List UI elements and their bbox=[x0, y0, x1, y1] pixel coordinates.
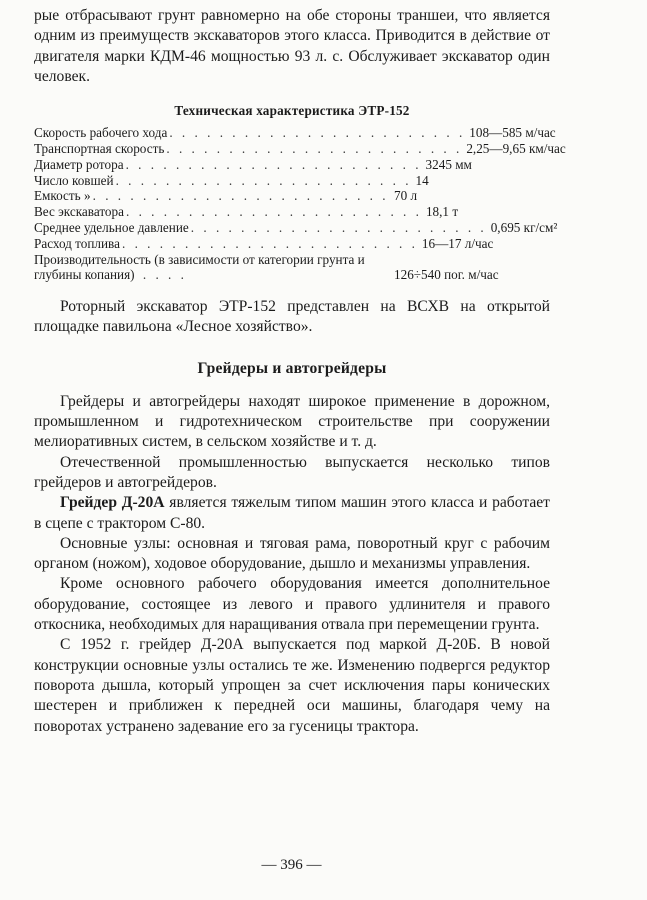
body-paragraph: Отечественной промышленностью выпускается несколько типов грейдеров и автогрейдеров. bbox=[34, 453, 550, 491]
spec-label: Вес экскаватора bbox=[34, 204, 124, 220]
body-paragraph: Основные узлы: основная и тяговая рама, поворотный круг с рабочим органом (ножом), ходовое оборудование, дышло и механизмы управления. bbox=[34, 534, 550, 573]
lead-paragraph: рые отбрасывают грунт равномерно на обе стороны траншеи, что является одним из преимуществ экскаваторов этого класса. Приводится в действие от двигателя марки КДМ-46 мощностью 93 л. с. Обслуживает экскаватор один человек. bbox=[34, 7, 550, 85]
spec-row: Среднее удельное давление . . . . . . . . . . . . . . . . . . . . . . . . 0,695 кг/см² bbox=[34, 220, 550, 236]
body-paragraph: Кроме основного рабочего оборудования имеется дополнительное оборудование, состоящее из левого и правого удлинителя и правого откосника, необходимых для наращивания отвала при перемещении грунта. bbox=[34, 575, 550, 634]
spec-value: 16—17 л/час bbox=[421, 235, 494, 251]
spec-label: Диаметр ротора bbox=[34, 156, 124, 172]
exhibit-paragraph: Роторный экскаватор ЭТР-152 представлен на ВСХВ на открытой площадке павильона «Лесное хозяйство». bbox=[34, 298, 550, 336]
spec-label: Транспортная скорость bbox=[34, 140, 165, 156]
spec-title: Техническая характеристика ЭТР-152 bbox=[174, 103, 410, 119]
spec-label: Расход топлива bbox=[34, 235, 120, 251]
spec-value: 18,1 т bbox=[425, 204, 459, 220]
spec-row: Число ковшей . . . . . . . . . . . . . . . . . . . . . . . . 14 bbox=[34, 173, 550, 189]
spec-value: 108—585 м/час bbox=[469, 125, 556, 141]
lead-text bbox=[34, 6, 550, 87]
spec-table bbox=[34, 125, 566, 283]
spec-row: Расход топлива . . . . . . . . . . . . . . . . . . . . . . . . 16—17 л/час bbox=[34, 236, 550, 252]
spec-value: 2,25—9,65 км/час bbox=[466, 140, 566, 156]
spec-row: Производительность (в зависимости от категории грунта и глубины копания) . . . . 126÷540 пог. м/час bbox=[34, 252, 550, 284]
exhibit-note bbox=[34, 297, 550, 338]
spec-row: Транспортная скорость . . . . . . . . . . . . . . . . . . . . . . . . 2,25—9,65 км/час bbox=[34, 141, 550, 157]
body-paragraph: Грейдер Д-20А является тяжелым типом машин этого класса и работает в сцепе с трактором С-80. bbox=[34, 494, 550, 532]
spec-row: Диаметр ротора . . . . . . . . . . . . . . . . . . . . . . . . 3245 мм bbox=[34, 157, 550, 173]
spec-label: Число ковшей bbox=[34, 172, 114, 188]
spec-value: 14 bbox=[415, 172, 429, 188]
spec-label: Производительность (в зависимости от категории грунта и глубины копания) bbox=[34, 251, 365, 283]
spec-row: Емкость » . . . . . . . . . . . . . . . . . . . . . . . . 70 л bbox=[34, 188, 550, 204]
spec-value: 70 л bbox=[394, 188, 418, 204]
spec-label: Скорость рабочего хода bbox=[34, 125, 168, 141]
spec-row: Скорость рабочего хода . . . . . . . . . . . . . . . . . . . . . . . . 108—585 м/час bbox=[34, 125, 550, 141]
section-body bbox=[34, 392, 550, 737]
section-heading: Грейдеры и автогрейдеры bbox=[197, 359, 387, 377]
page-body bbox=[34, 6, 566, 737]
spec-value: 3245 мм bbox=[425, 156, 472, 172]
spec-value: 0,695 кг/см² bbox=[490, 219, 558, 235]
body-paragraph: Грейдеры и автогрейдеры находят широкое применение в дорожном, промышленном и гидротехническом строительстве при сооружении мелиоративных систем, в сельском хозяйстве и т. д. bbox=[34, 392, 550, 451]
body-paragraph: С 1952 г. грейдер Д-20А выпускается под маркой Д-20Б. В новой конструкции основные узлы остались те же. Изменению подвергся редуктор поворота дышла, который упрощен за счет исключения пары конических шестерен и приближен к передней оси машины, благодаря чему на поворотах устранено задевание его за гусеницы трактора. bbox=[34, 636, 550, 735]
spec-row: Вес экскаватора . . . . . . . . . . . . . . . . . . . . . . . . 18,1 т bbox=[34, 204, 550, 220]
page-number: — 396 — bbox=[261, 857, 322, 873]
spec-value: 126÷540 пог. м/час bbox=[394, 267, 499, 283]
spec-label: Среднее удельное давление bbox=[34, 219, 189, 235]
spec-label: Емкость » bbox=[34, 188, 91, 204]
model-name: Грейдер Д-20А bbox=[60, 494, 165, 512]
